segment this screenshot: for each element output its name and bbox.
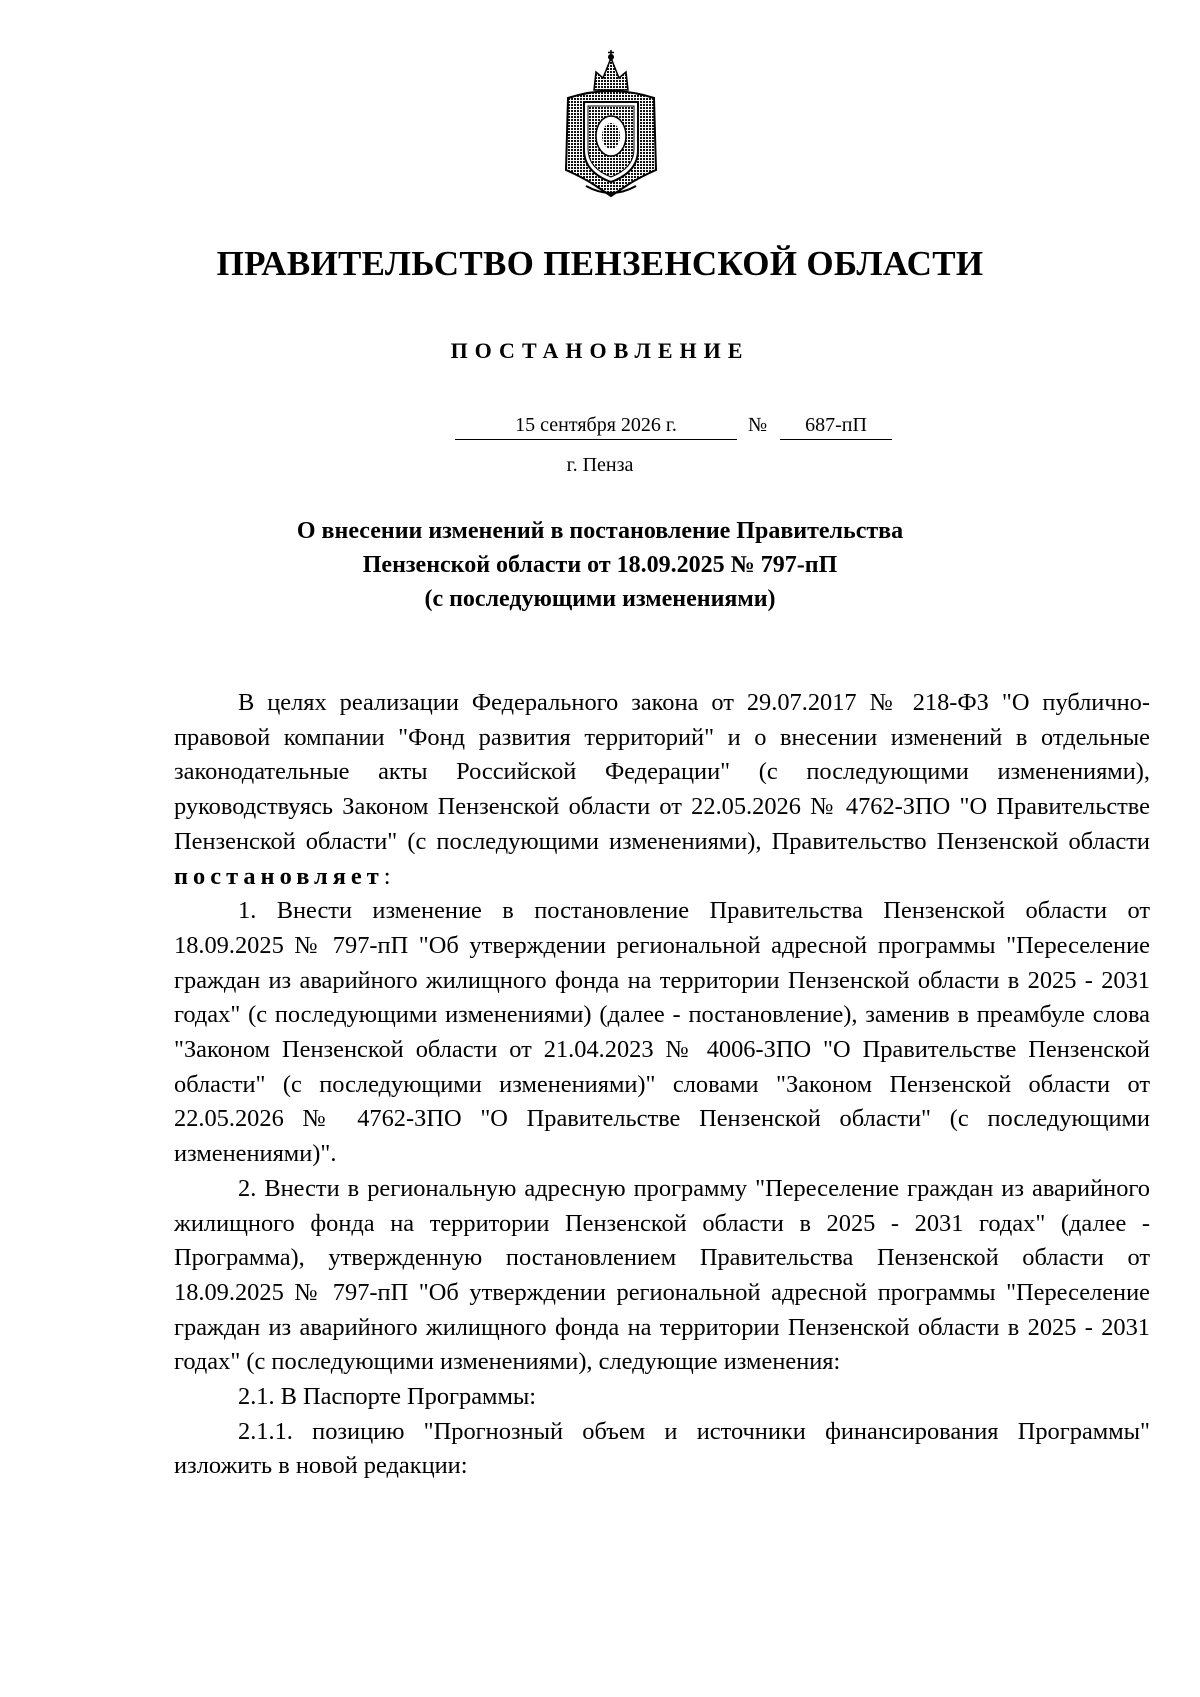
clause-1: 1. Внести изменение в постановление Правительства Пензенской области от 18.09.2025 № 797-пП "Об утверждении региональной адресной программы "Переселение граждан из аварийного жилищного фонда на территории Пензенской области в 2025 - 2031 годах" (с последующими изменениями) (далее - постановление), заменив в преамбуле слова "Законом Пензенской области от 21.04.2023 № 4006-ЗПО "О Правительстве Пензенской области" (с последующими изменениями)" словами "Законом Пензенской области от 22.05.2026 № 4762-ЗПО "О Правительстве Пензенской области" (с последующими изменениями)". [174, 897, 1150, 1168]
subject-line: (с последующими изменениями) [424, 586, 776, 612]
resolves-word: постановляет [174, 862, 384, 890]
preamble-end: : [383, 862, 391, 890]
document-type: ПОСТАНОВЛЕНИЕ [450, 338, 750, 363]
document-body [174, 686, 1150, 1484]
clause-2-1: 2.1. В Паспорте Программы: [238, 1383, 537, 1411]
preamble-paragraph [174, 686, 1150, 894]
preamble-text: В целях реализации Федерального закона от 29.07.2017 № 218-ФЗ "О публично-правовой компании "Фонд развития территорий" и о внесении изменений в отдельные законодательные акты Российской Федерации" (с последующими изменениями), руководствуясь Законом Пензенской области от 22.05.2026 № 4762-ЗПО "О Правительстве Пензенской области" (с последующими изменениями), Правительство Пензенской области [174, 689, 1150, 855]
clause-2: 2. Внести в региональную адресную программу "Переселение граждан из аварийного жилищного фонда на территории Пензенской области в 2025 - 2031 годах" (далее - Программа), утвержденную постановлением Правительства Пензенской области от 18.09.2025 № 797-пП "Об утверждении региональной адресной программы "Переселение граждан из аварийного жилищного фонда на территории Пензенской области в 2025 - 2031 годах" (с последующими изменениями), следующие изменения: [174, 1174, 1150, 1376]
subject-line: О внесении изменений в постановление Правительства [296, 518, 904, 544]
number-sign: № [748, 414, 768, 436]
document-number: 687-пП [780, 414, 892, 440]
subject-line: Пензенской области от 18.09.2025 № 797-пП [362, 552, 838, 578]
clause-2-1-1: 2.1.1. позицию "Прогнозный объем и источники финансирования Программы" изложить в новой редакции: [174, 1417, 1150, 1480]
document-date: 15 сентября 2026 г. [455, 414, 737, 440]
date-number-line [0, 414, 1200, 444]
document-subject [0, 514, 1200, 616]
coat-of-arms-icon [556, 50, 666, 200]
city-line: г. Пенза [566, 454, 634, 476]
organization-title: ПРАВИТЕЛЬСТВО ПЕНЗЕНСКОЙ ОБЛАСТИ [216, 244, 984, 283]
